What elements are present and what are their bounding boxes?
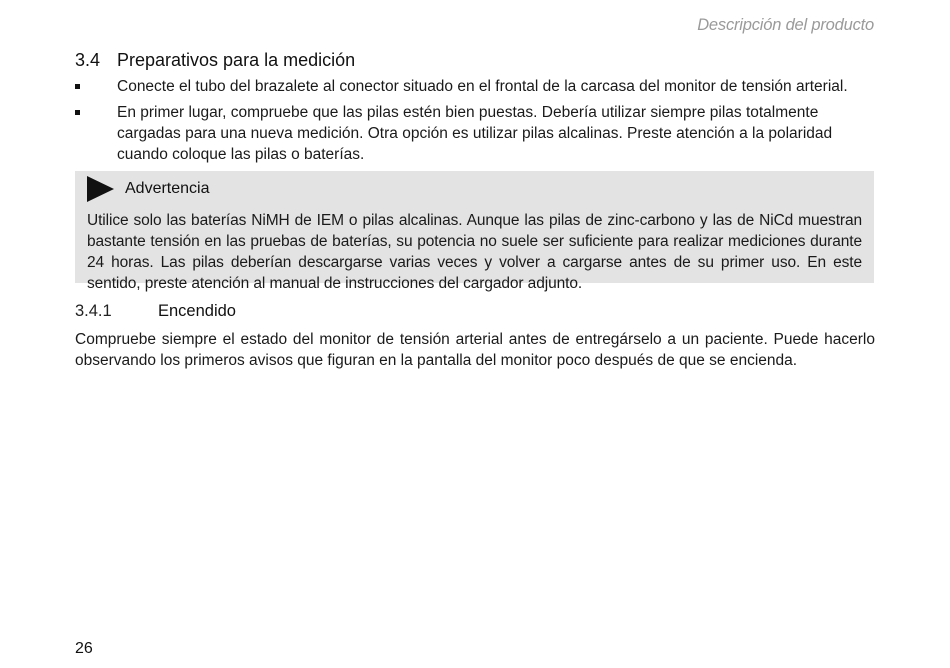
- section-heading: [75, 50, 355, 71]
- running-header: Descripción del producto: [697, 16, 874, 34]
- subsection-title: Encendido: [158, 302, 236, 320]
- square-bullet-icon: [75, 110, 80, 115]
- page-number: 26: [75, 640, 93, 657]
- list-item: [75, 102, 875, 165]
- list-item-text: En primer lugar, compruebe que las pilas estén bien puestas. Debería utilizar siempre pilas totalmente cargadas para una nueva medición. Otra opción es utilizar pilas alcalinas. Preste atención a la polaridad cuando coloque las pilas o baterías.: [117, 104, 833, 163]
- warning-box: [75, 171, 874, 292]
- subsection-number: 3.4.1: [75, 302, 112, 320]
- section-title: Preparativos para la medición: [117, 50, 356, 70]
- square-bullet-icon: [75, 84, 80, 89]
- warning-header: [87, 175, 862, 203]
- subsection-heading: [75, 302, 236, 321]
- list-item: [75, 76, 875, 97]
- play-triangle-icon: [87, 176, 114, 202]
- list-item-text: Conecte el tubo del brazalete al conector situado en el frontal de la carcasa del monitor de tensión arterial.: [117, 78, 848, 95]
- warning-text: Utilice solo las baterías NiMH de IEM o pilas alcalinas. Aunque las pilas de zinc-carbono y las de NiCd muestran bastante tensión en las pruebas de baterías, su potencia no suele ser suficiente para realizar mediciones durante 24 horas. Las pilas deberían descargarse varias veces y volver a cargarse antes de su primer uso. En este sentido, preste atención al manual de instrucciones del cargador adjunto.: [87, 212, 862, 292]
- section-number: 3.4: [75, 50, 101, 70]
- subsection-paragraph: Compruebe siempre el estado del monitor de tensión arterial antes de entregárselo a un paciente. Puede hacerlo observando los primeros avisos que figuran en la pantalla del monitor poco después de que se encienda.: [75, 331, 875, 369]
- bullet-list: [75, 76, 875, 170]
- warning-title: Advertencia: [125, 180, 210, 197]
